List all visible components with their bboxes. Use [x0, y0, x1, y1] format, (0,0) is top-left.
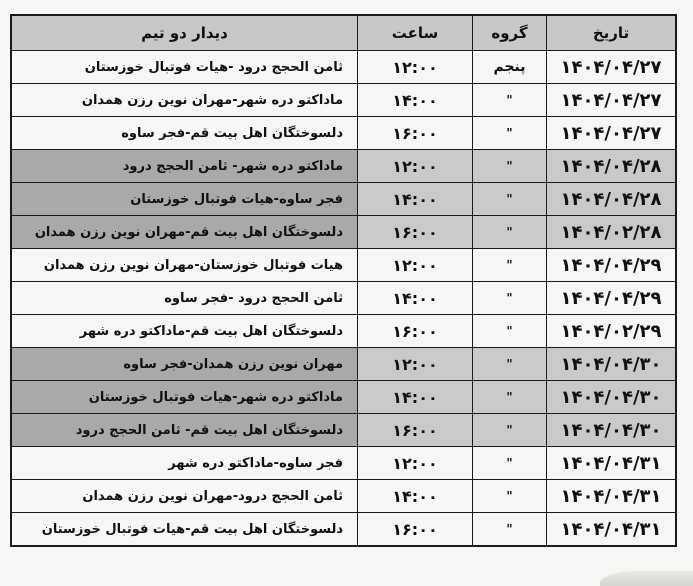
time-cell: ۱۲:۰۰ — [358, 51, 473, 84]
header-time: ساعت — [358, 15, 473, 51]
date-cell: ۱۴۰۴/۰۴/۳۱ — [547, 447, 677, 480]
time-cell: ۱۴:۰۰ — [358, 282, 473, 315]
group-cell: " — [473, 150, 547, 183]
time-cell: ۱۲:۰۰ — [358, 249, 473, 282]
group-cell: " — [473, 117, 547, 150]
group-cell: " — [473, 513, 547, 547]
match-cell: ماداکتو دره شهر- ثامن الحجج درود — [11, 150, 358, 183]
date-cell: ۱۴۰۴/۰۴/۳۰ — [547, 381, 677, 414]
date-cell: ۱۴۰۴/۰۴/۲۷ — [547, 84, 677, 117]
date-cell: ۱۴۰۴/۰۴/۳۰ — [547, 414, 677, 447]
match-cell: فجر ساوه-ماداکتو دره شهر — [11, 447, 358, 480]
match-cell: دلسوختگان اهل بیت قم-فجر ساوه — [11, 117, 358, 150]
match-cell: ثامن الحجج درود-مهران نوین رزن همدان — [11, 480, 358, 513]
group-cell: " — [473, 315, 547, 348]
table-row — [11, 513, 676, 547]
table-row — [11, 183, 676, 216]
date-cell: ۱۴۰۴/۰۴/۳۰ — [547, 348, 677, 381]
group-cell: " — [473, 348, 547, 381]
table-row — [11, 282, 676, 315]
page-edge — [600, 571, 693, 586]
date-cell: ۱۴۰۴/۰۲/۲۸ — [547, 216, 677, 249]
table-header — [11, 15, 676, 51]
date-cell: ۱۴۰۴/۰۴/۳۱ — [547, 480, 677, 513]
time-cell: ۱۴:۰۰ — [358, 381, 473, 414]
time-cell: ۱۲:۰۰ — [358, 447, 473, 480]
match-cell: ماداکتو دره شهر-مهران نوین رزن همدان — [11, 84, 358, 117]
table-row — [11, 216, 676, 249]
match-cell: ثامن الحجج درود -فجر ساوه — [11, 282, 358, 315]
match-schedule-table — [10, 14, 677, 547]
time-cell: ۱۲:۰۰ — [358, 348, 473, 381]
table-body — [11, 51, 676, 547]
table-row — [11, 150, 676, 183]
header-group: گروه — [473, 15, 547, 51]
time-cell: ۱۴:۰۰ — [358, 480, 473, 513]
match-cell: مهران نوین رزن همدان-فجر ساوه — [11, 348, 358, 381]
match-cell: دلسوختگان اهل بیت قم-هیات فوتبال خوزستان — [11, 513, 358, 547]
table-row — [11, 315, 676, 348]
group-cell: " — [473, 183, 547, 216]
date-cell: ۱۴۰۴/۰۲/۲۹ — [547, 315, 677, 348]
time-cell: ۱۲:۰۰ — [358, 150, 473, 183]
group-cell: پنجم — [473, 51, 547, 84]
date-cell: ۱۴۰۴/۰۴/۲۸ — [547, 150, 677, 183]
header-row — [11, 15, 676, 51]
group-cell: " — [473, 282, 547, 315]
time-cell: ۱۴:۰۰ — [358, 84, 473, 117]
date-cell: ۱۴۰۴/۰۴/۳۱ — [547, 513, 677, 547]
table-row — [11, 84, 676, 117]
date-cell: ۱۴۰۴/۰۴/۲۸ — [547, 183, 677, 216]
table-row — [11, 447, 676, 480]
time-cell: ۱۶:۰۰ — [358, 216, 473, 249]
table-row — [11, 480, 676, 513]
time-cell: ۱۴:۰۰ — [358, 183, 473, 216]
date-cell: ۱۴۰۴/۰۴/۲۷ — [547, 117, 677, 150]
header-date: تاریخ — [547, 15, 677, 51]
date-cell: ۱۴۰۴/۰۴/۲۹ — [547, 249, 677, 282]
match-cell: فجر ساوه-هیات فوتبال خوزستان — [11, 183, 358, 216]
group-cell: " — [473, 480, 547, 513]
header-match: دیدار دو تیم — [11, 15, 358, 51]
time-cell: ۱۶:۰۰ — [358, 315, 473, 348]
group-cell: " — [473, 447, 547, 480]
table-row — [11, 249, 676, 282]
time-cell: ۱۶:۰۰ — [358, 513, 473, 547]
match-cell: دلسوختگان اهل بیت قم-مهران نوین رزن همدان — [11, 216, 358, 249]
time-cell: ۱۶:۰۰ — [358, 414, 473, 447]
match-cell: دلسوختگان اهل بیت قم-ماداکتو دره شهر — [11, 315, 358, 348]
match-cell: ماداکتو دره شهر-هیات فوتبال خوزستان — [11, 381, 358, 414]
table-row — [11, 117, 676, 150]
table-row — [11, 381, 676, 414]
match-cell: ثامن الحجج درود -هیات فوتبال خوزستان — [11, 51, 358, 84]
group-cell: " — [473, 216, 547, 249]
date-cell: ۱۴۰۴/۰۴/۲۹ — [547, 282, 677, 315]
date-cell: ۱۴۰۴/۰۴/۲۷ — [547, 51, 677, 84]
group-cell: " — [473, 84, 547, 117]
table-row — [11, 51, 676, 84]
table-row — [11, 414, 676, 447]
match-cell: دلسوختگان اهل بیت قم- ثامن الحجج درود — [11, 414, 358, 447]
group-cell: " — [473, 414, 547, 447]
group-cell: " — [473, 381, 547, 414]
group-cell: " — [473, 249, 547, 282]
table-row — [11, 348, 676, 381]
time-cell: ۱۶:۰۰ — [358, 117, 473, 150]
match-cell: هیات فوتبال خوزستان-مهران نوین رزن همدان — [11, 249, 358, 282]
